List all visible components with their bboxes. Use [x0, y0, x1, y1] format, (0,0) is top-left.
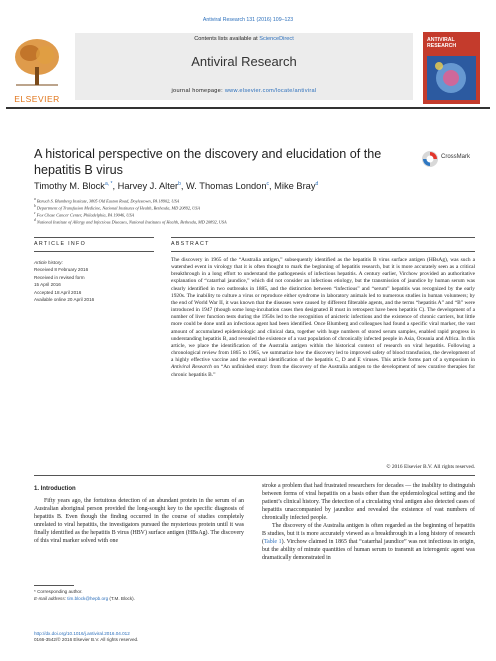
email-link[interactable]: tim.block@hepb.org — [67, 595, 109, 601]
author-name[interactable]: Timothy M. Block — [34, 181, 105, 192]
history-revised: Received in revised form — [34, 274, 85, 280]
affiliation-sup: b — [34, 204, 36, 208]
affiliation-text: National Institute of Allergy and Infectious Diseases, National Institutes of Health, Bethesda, MD 20892, USA — [36, 219, 227, 225]
abstract-bottom-rule — [34, 475, 475, 476]
author-separator: , — [112, 181, 118, 192]
doi-link[interactable]: http://dx.doi.org/10.1016/j.antiviral.2016.04.012 — [34, 631, 130, 636]
history-received: Received 8 February 2016 — [34, 267, 89, 273]
email-suffix: (T.M. Block). — [108, 595, 135, 601]
footnote — [34, 589, 244, 602]
author-sup[interactable]: d — [315, 181, 319, 187]
crossmark-icon — [421, 150, 439, 168]
affiliation — [34, 211, 474, 217]
author-list — [34, 181, 474, 191]
history-online: Available online 20 April 2016 — [34, 297, 95, 303]
crossmark-label: CrossMark — [441, 154, 471, 160]
author-sup[interactable]: c — [266, 181, 269, 187]
affiliation-text: Baruch S. Blumberg Institute, 3805 Old Easton Road, Doylestown, PA 18902, USA — [36, 198, 180, 204]
abstract-rule — [171, 251, 475, 252]
corresponding-author: * Corresponding author. — [34, 589, 83, 594]
affiliation-text: Fox Chase Cancer Center, Philadelphia, PA 19046, USA — [36, 212, 135, 218]
author-name[interactable]: Harvey J. Alter — [117, 181, 179, 192]
intro-paragraph: Fifty years ago, the fortuitous detection of an abundant protein in the serum of an Australian aboriginal person provided the long-sought key to the specific diagnosis of hepatitis B. Even though the finding occurred in the course of studies completely unrelated to viral hepatitis, the investigators pursued the mysterious protein until it was finally identified as the hepatitis B virus (HBV) surface antigen (HBsAg). The discovery of this viral marker solved with one — [34, 498, 244, 545]
publisher-name: ELSEVIER — [14, 94, 60, 104]
cover-title: ANTIVIRAL RESEARCH — [427, 37, 457, 49]
intro-column-right — [262, 482, 475, 562]
affiliation — [34, 197, 474, 203]
abstract-journal-italic: Antiviral Research — [171, 364, 212, 371]
journal-name[interactable]: Antiviral Research — [191, 54, 297, 69]
doi-block — [34, 631, 244, 643]
section-heading-introduction: 1. Introduction — [34, 486, 76, 492]
journal-homepage — [75, 88, 413, 94]
author-separator: , — [180, 181, 187, 192]
crossmark-badge[interactable] — [421, 147, 477, 171]
affiliation-text: Department of Transfusion Medicine, National Institutes of Health, Bethesda, MD 20892, USA — [36, 205, 201, 211]
email-label: E-mail address: — [34, 595, 68, 601]
article-title: A historical perspective on the discovery and elucidation of the hepatitis B virus — [34, 147, 382, 177]
abstract-text-end: on “An unfinished story: from the discovery of the Australia antigen to the development of new curative therapies for chronic hepatitis B.” — [171, 364, 475, 378]
affiliation — [34, 218, 474, 224]
article-info-rule — [34, 251, 154, 252]
elsevier-logo[interactable] — [6, 33, 68, 105]
journal-reference[interactable]: Antiviral Research 131 (2016) 109–123 — [202, 17, 294, 23]
contents-line — [75, 36, 413, 42]
abstract-copyright: © 2016 Elsevier B.V. All rights reserved. — [386, 464, 475, 470]
homepage-prefix: journal homepage: — [171, 88, 225, 94]
issn-line: 0166-3542/© 2016 Elsevier B.V. All rights reserved. — [34, 637, 139, 643]
author-name[interactable]: Mike Bray — [274, 181, 316, 192]
intro-paragraph-continued: stroke a problem that had frustrated researchers for decades — the inability to distinguish between forms of viral hepatitis on a basis other than the epidemiological setting and the patient’s clinical history. The detection of a circulating viral antigen also detected cases of hepatitis unaccompanied by jaundice and revealed the existence of vast numbers of chronically infected people. — [262, 483, 475, 522]
table-1-link[interactable]: Table 1 — [263, 539, 282, 546]
affiliation-sup: a — [34, 197, 36, 201]
author-name[interactable]: W. Thomas London — [186, 181, 267, 192]
intro-text: The discovery of the Australia antigen is often regarded as the beginning of hepatitis B studies, but it is more accurately viewed as a breakthrough in a long history of research ( — [262, 523, 475, 546]
abstract-top-rule — [171, 237, 475, 238]
affiliation-sup: d — [34, 218, 36, 222]
article-info-top-rule — [34, 237, 154, 238]
email-line — [34, 596, 244, 603]
history-accepted: Accepted 18 April 2016 — [34, 289, 82, 295]
affiliation — [34, 204, 474, 210]
abstract-heading: ABSTRACT — [171, 241, 210, 247]
sciencedirect-link[interactable]: ScienceDirect — [259, 36, 294, 42]
cover-image — [427, 56, 476, 100]
intro-column-left — [34, 497, 244, 545]
affiliation-sup: c — [34, 211, 36, 215]
history-label: Article history: — [34, 260, 63, 265]
homepage-link[interactable]: www.elsevier.com/locate/antiviral — [224, 88, 317, 94]
author-sup[interactable]: a, * — [104, 181, 113, 187]
abstract-body — [171, 257, 475, 379]
abstract-text: The discovery in 1965 of the “Australia antigen,” subsequently identified as the hepatitis B virus surface antigen (HBsAg), was such a watershed event in virology that it is often thought to mark the beginning of hepatitis research, but it is more accurately seen as a critical breakthrough in a long effort to understand the pathogenesis of infectious hepatitis. A century earlier, Virchow provided an authoritative explanation of “catarrhal jaundice,” which did not consider an infectious etiology, but the transmission of jaundice by human serum was clearly identified in two outbreaks in 1885, and the distinction between “infectious” and “serum” hepatitis was recognized by the early 1920s. The inability to culture a virus or reproduce either syndrome in laboratory animals led to numerous studies in human volunteers; by the end of World War II, it was known that the diseases were caused by different filterable agents, and the terms “hepatitis A” and “B” were introduced in 1947 (though some long-incubation cases then designated B must in retrospect have been hepatitis C). The development of a number of liver function tests during the 1950s led to the recognition of anicteric infections and the existence of chronic carriers, but little more could be done until an infectious agent had been identified. Once Blumberg and colleagues had found a specific viral marker, the vast amount of accumulated epidemiologic and clinical data, together with huge numbers of stored serum samples, enabled rapid progress in understanding hepatitis B, and revealed the existence of a vast population of chronically infected people in Asia, Oceania and Africa. In this article, we place the identification of the Australia antigen within the historical context of research on viral hepatitis. Following a chronological review from 1865 to 1965, we summarize how the discovery led to improved safety of blood transfusion, the development of a highly effective vaccine and the eventual identification of the hepatitis C, D and E viruses. This article forms part of a symposium in — [171, 257, 475, 364]
footnote-rule — [34, 585, 74, 586]
intro-text-end: ). Virchow claimed in 1865 that “catarrhal jaundice” was not infectious in origin, but the ability of minute quantities of human serum to transmit an icterogenic agent was dramatically demonstrated in — [262, 539, 475, 562]
author-sup[interactable]: b — [178, 181, 181, 187]
history-revised-date: 15 April 2016 — [34, 282, 61, 288]
header-rule — [6, 107, 490, 109]
journal-cover-thumbnail[interactable] — [423, 32, 480, 104]
intro-paragraph — [262, 522, 475, 562]
contents-prefix: Contents lists available at — [194, 36, 260, 42]
article-history — [34, 259, 154, 303]
author-separator: , — [269, 181, 275, 192]
article-info-heading: ARTICLE INFO — [34, 241, 86, 247]
